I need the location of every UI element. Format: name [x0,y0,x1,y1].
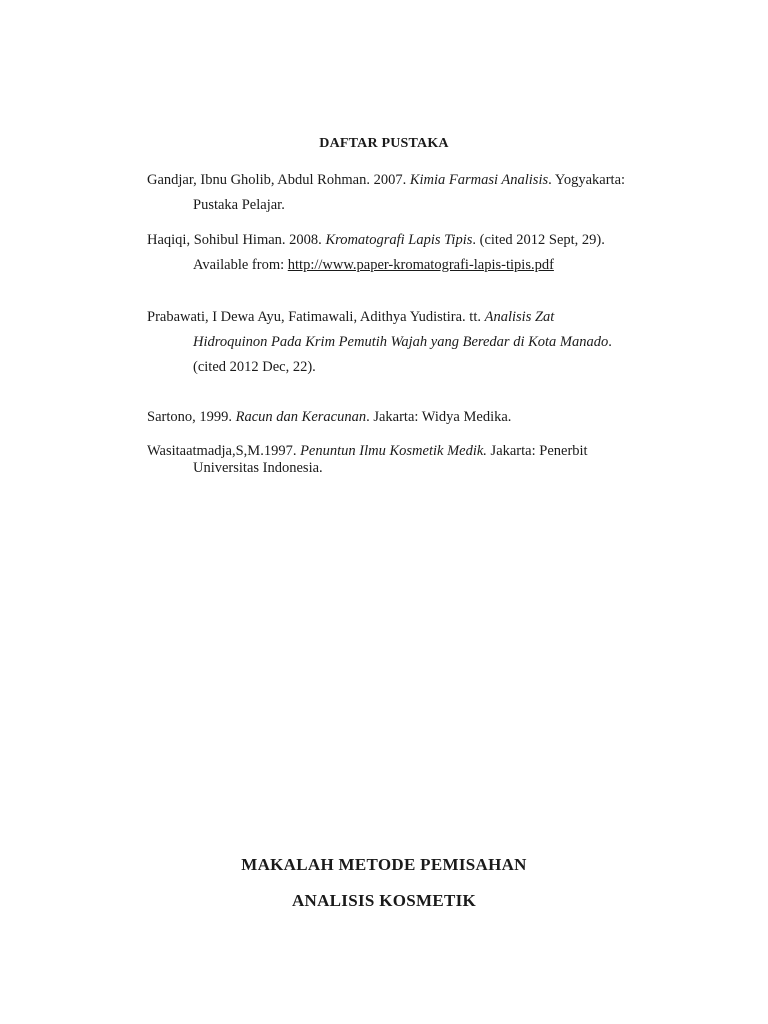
bibliography-heading: DAFTAR PUSTAKA [319,136,449,151]
reference-title: Kimia Farmasi Analisis [409,172,549,188]
reference-line [147,405,667,430]
reference-authors: Haqiqi, Sohibul Himan. 2008. [147,232,326,248]
reference-continuation: Pustaka Pelajar. [193,197,285,213]
reference-continuation: Universitas Indonesia. [193,460,323,476]
reference-line [147,168,667,193]
reference-wasitaatmadja [147,443,667,477]
reference-title: Kromatografi Lapis Tipis [325,232,473,248]
reference-continuation [147,253,667,278]
reference-prabawati [147,305,667,380]
reference-gandjar [147,168,667,218]
reference-url-link[interactable]: http://www.paper-kromatografi-lapis-tipis.pdf [287,257,554,273]
reference-line [147,305,667,330]
makalah-title-line1: MAKALAH METODE PEMISAHAN [241,855,527,874]
reference-publisher: . Yogyakarta: [548,172,626,188]
reference-cited: . (cited 2012 Sept, 29). [472,232,605,248]
reference-period: . [608,334,612,350]
reference-authors: Prabawati, I Dewa Ayu, Fatimawali, Adithya Yudistira. tt. [147,309,485,325]
reference-publisher: Jakarta: Penerbit [486,443,588,459]
reference-title-part1: Analisis Zat [484,309,555,325]
reference-continuation [147,330,667,355]
reference-title-part2: Hidroquinon Pada Krim Pemutih Wajah yang Beredar di Kota Manado [193,334,609,350]
reference-publisher: . Jakarta: Widya Medika. [366,409,512,425]
reference-title: Racun dan Keracunan [235,409,367,425]
reference-authors: Wasitaatmadja,S,M.1997. [147,443,301,459]
reference-line [147,443,667,460]
reference-title: Penuntun Ilmu Kosmetik Medik. [300,443,487,459]
reference-cited: (cited 2012 Dec, 22). [193,359,316,375]
reference-authors: Gandjar, Ibnu Gholib, Abdul Rohman. 2007. [147,172,410,188]
reference-line [147,228,667,253]
available-from-label: Available from: [193,257,288,273]
reference-haqiqi [147,228,667,278]
reference-authors: Sartono, 1999. [147,409,236,425]
reference-sartono [147,405,667,430]
makalah-title-line2: ANALISIS KOSMETIK [291,891,477,910]
